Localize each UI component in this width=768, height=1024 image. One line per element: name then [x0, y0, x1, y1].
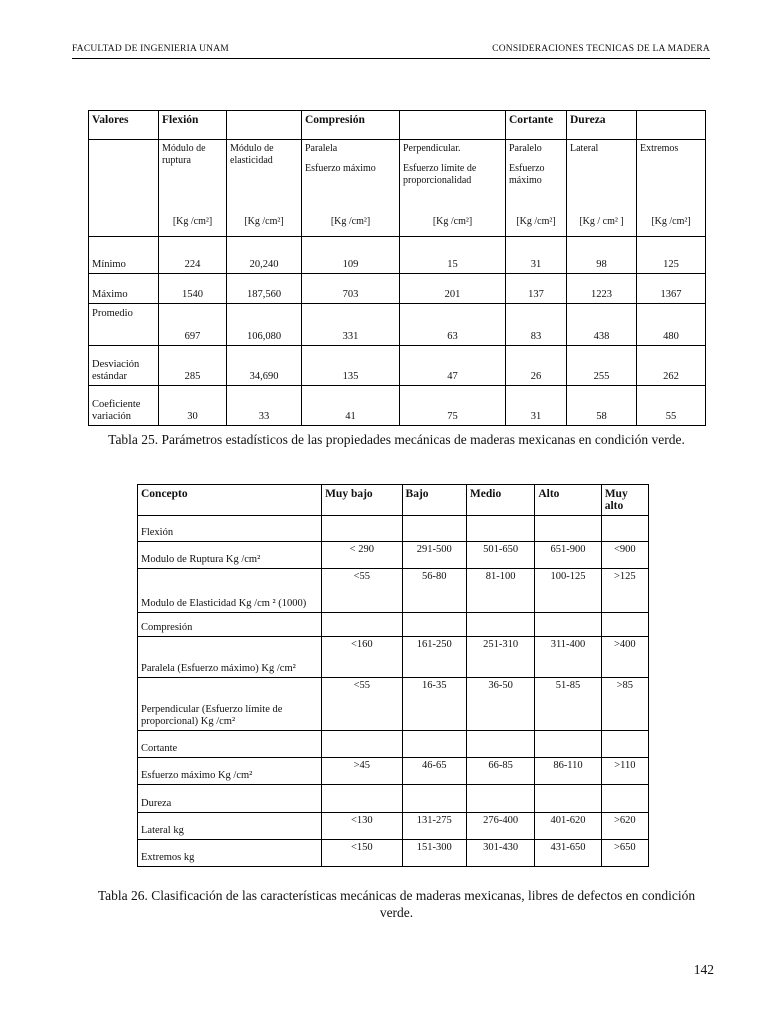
- table-row: [89, 386, 706, 426]
- section-label-compresion: Compresión: [138, 613, 322, 637]
- section-row: [138, 516, 649, 542]
- table-cell: 651-900: [535, 542, 601, 569]
- section-label-dureza: Dureza: [138, 785, 322, 813]
- table-cell: 51-85: [535, 678, 601, 731]
- table-cell: 56-80: [402, 569, 466, 613]
- table-cell: [601, 731, 648, 758]
- table-cell: 26: [506, 346, 567, 386]
- row-label: Modulo de Ruptura Kg /cm²: [138, 542, 322, 569]
- row-label: Modulo de Elasticidad Kg /cm ² (1000): [138, 569, 322, 613]
- section-label-flexion: Flexión: [138, 516, 322, 542]
- subheader-modulo-elasticidad: [227, 140, 302, 237]
- col-header-muy-alto: Muy alto: [601, 485, 648, 516]
- table-cell: 83: [506, 304, 567, 346]
- table-25: [88, 110, 706, 426]
- col-header-empty-2: [400, 111, 506, 140]
- table-row: [89, 274, 706, 304]
- table-cell: 131-275: [402, 813, 466, 840]
- col-header-valores: Valores: [89, 111, 159, 140]
- table-cell: <150: [322, 840, 402, 867]
- table-cell: 1223: [567, 274, 637, 304]
- table-cell: <130: [322, 813, 402, 840]
- table-cell: 135: [302, 346, 400, 386]
- table-cell: 151-300: [402, 840, 466, 867]
- table-row: [138, 758, 649, 785]
- subheader-blank: [89, 140, 159, 237]
- col-header-muy-bajo: Muy bajo: [322, 485, 402, 516]
- table-cell: 31: [506, 237, 567, 274]
- subheader-modulo-ruptura: [159, 140, 227, 237]
- table-cell: 161-250: [402, 637, 466, 678]
- table-cell: 20,240: [227, 237, 302, 274]
- table-cell: 262: [637, 346, 706, 386]
- unit-label: [Kg /cm²]: [651, 216, 691, 227]
- subheader-paralela: [302, 140, 400, 237]
- table-cell: [535, 785, 601, 813]
- table-cell: 285: [159, 346, 227, 386]
- table-cell: >620: [601, 813, 648, 840]
- col-header-alto: Alto: [535, 485, 601, 516]
- subheader-paralelo: [506, 140, 567, 237]
- table-cell: 703: [302, 274, 400, 304]
- subheader-text-2: Esfuerzo límite de proporcionalidad: [403, 163, 477, 186]
- section-row: [138, 785, 649, 813]
- running-header: [72, 44, 710, 59]
- row-label: Coeficiente variación: [89, 386, 159, 426]
- table-cell: 224: [159, 237, 227, 274]
- table-cell: [601, 613, 648, 637]
- section-label-cortante: Cortante: [138, 731, 322, 758]
- table-cell: [466, 613, 534, 637]
- table-cell: 501-650: [466, 542, 534, 569]
- table-cell: 86-110: [535, 758, 601, 785]
- table-cell: 16-35: [402, 678, 466, 731]
- subheader-extremos: [637, 140, 706, 237]
- table-cell: 47: [400, 346, 506, 386]
- table-cell: [466, 516, 534, 542]
- table-cell: 98: [567, 237, 637, 274]
- table-row: [138, 542, 649, 569]
- table-cell: 301-430: [466, 840, 534, 867]
- header-right: CONSIDERACIONES TECNICAS DE LA MADERA: [492, 44, 710, 54]
- row-label: Promedio: [89, 304, 159, 346]
- table-row: [89, 237, 706, 274]
- table-cell: [535, 731, 601, 758]
- row-label: Extremos kg: [138, 840, 322, 867]
- table-cell: <55: [322, 569, 402, 613]
- col-header-medio: Medio: [466, 485, 534, 516]
- table-cell: 480: [637, 304, 706, 346]
- table-cell: 109: [302, 237, 400, 274]
- table-cell: 438: [567, 304, 637, 346]
- table-cell: 251-310: [466, 637, 534, 678]
- table-cell: <160: [322, 637, 402, 678]
- table-cell: [601, 516, 648, 542]
- table-cell: <900: [601, 542, 648, 569]
- table-cell: >650: [601, 840, 648, 867]
- table-cell: 15: [400, 237, 506, 274]
- table-cell: >45: [322, 758, 402, 785]
- subheader-text-2: Esfuerzo máximo: [509, 163, 545, 186]
- section-row: [138, 731, 649, 758]
- table-cell: [402, 613, 466, 637]
- row-label: Esfuerzo máximo Kg /cm²: [138, 758, 322, 785]
- table-cell: [322, 613, 402, 637]
- col-header-empty-3: [637, 111, 706, 140]
- col-header-flexion: Flexión: [159, 111, 227, 140]
- table-cell: [535, 613, 601, 637]
- table-cell: 331: [302, 304, 400, 346]
- table-cell: 55: [637, 386, 706, 426]
- header-left: FACULTAD DE INGENIERIA UNAM: [72, 44, 229, 54]
- subheader-text: Módulo de elasticidad: [230, 143, 274, 166]
- table-row: [89, 346, 706, 386]
- table-cell: 697: [159, 304, 227, 346]
- table-cell: [466, 785, 534, 813]
- table-cell: 291-500: [402, 542, 466, 569]
- table-cell: >400: [601, 637, 648, 678]
- table-cell: 1540: [159, 274, 227, 304]
- table-cell: 106,080: [227, 304, 302, 346]
- col-header-cortante: Cortante: [506, 111, 567, 140]
- col-header-compresion: Compresión: [302, 111, 400, 140]
- table-row: [138, 678, 649, 731]
- table-cell: >85: [601, 678, 648, 731]
- table-cell: 125: [637, 237, 706, 274]
- table-cell: 36-50: [466, 678, 534, 731]
- table-cell: 311-400: [535, 637, 601, 678]
- table-cell: < 290: [322, 542, 402, 569]
- table-cell: [535, 516, 601, 542]
- table-cell: <55: [322, 678, 402, 731]
- table-row: [89, 304, 706, 346]
- table-row: [138, 840, 649, 867]
- subheader-text-2: Esfuerzo máximo: [305, 163, 376, 174]
- unit-label: [Kg /cm²]: [172, 216, 213, 227]
- row-label: Máximo: [89, 274, 159, 304]
- page-number: 142: [693, 962, 714, 977]
- table-cell: 137: [506, 274, 567, 304]
- table-cell: 66-85: [466, 758, 534, 785]
- subheader-lateral: [567, 140, 637, 237]
- table-cell: 31: [506, 386, 567, 426]
- table-25-header-row: [89, 111, 706, 140]
- unit-label: [Kg / cm² ]: [579, 216, 624, 227]
- table-26-header-row: [138, 485, 649, 516]
- subheader-text: Paralela: [305, 143, 338, 154]
- table-cell: 41: [302, 386, 400, 426]
- table-cell: 201: [400, 274, 506, 304]
- table-row: [138, 813, 649, 840]
- table-cell: 75: [400, 386, 506, 426]
- subheader-text: Extremos: [640, 143, 679, 154]
- row-label: Lateral kg: [138, 813, 322, 840]
- unit-label: [Kg /cm²]: [432, 216, 473, 227]
- table-cell: 58: [567, 386, 637, 426]
- subheader-perpendicular: [400, 140, 506, 237]
- table-cell: [601, 785, 648, 813]
- row-label: Desviación estándar: [89, 346, 159, 386]
- subheader-text: Módulo de ruptura: [162, 143, 206, 166]
- table-cell: [322, 731, 402, 758]
- table-row: [138, 637, 649, 678]
- unit-label: [Kg /cm²]: [516, 216, 556, 227]
- table-cell: 33: [227, 386, 302, 426]
- table-cell: [466, 731, 534, 758]
- col-header-empty-1: [227, 111, 302, 140]
- table-cell: 34,690: [227, 346, 302, 386]
- row-label: Mínimo: [89, 237, 159, 274]
- table-cell: 401-620: [535, 813, 601, 840]
- col-header-concepto: Concepto: [138, 485, 322, 516]
- table-cell: >110: [601, 758, 648, 785]
- table-26: [137, 484, 649, 867]
- table-cell: 30: [159, 386, 227, 426]
- table-cell: 276-400: [466, 813, 534, 840]
- row-label: Paralela (Esfuerzo máximo) Kg /cm²: [138, 637, 322, 678]
- table-cell: [322, 785, 402, 813]
- subheader-text: Lateral: [570, 143, 599, 154]
- table-25-caption: Tabla 25. Parámetros estadísticos de las propiedades mecánicas de maderas mexicanas en condición verde.: [108, 432, 685, 447]
- table-cell: 187,560: [227, 274, 302, 304]
- table-cell: [322, 516, 402, 542]
- col-header-bajo: Bajo: [402, 485, 466, 516]
- table-cell: [402, 785, 466, 813]
- subheader-text: Perpendicular.: [403, 143, 461, 154]
- table-cell: 100-125: [535, 569, 601, 613]
- subheader-text: Paralelo: [509, 143, 542, 154]
- table-cell: 46-65: [402, 758, 466, 785]
- table-row: [138, 569, 649, 613]
- table-cell: 431-650: [535, 840, 601, 867]
- table-cell: [402, 516, 466, 542]
- unit-label: [Kg /cm²]: [330, 216, 371, 227]
- table-26-caption: Tabla 26. Clasificación de las características mecánicas de maderas mexicanas, libres de defectos en condición verde.: [97, 888, 696, 920]
- section-row: [138, 613, 649, 637]
- table-cell: 1367: [637, 274, 706, 304]
- table-25-subheader-row: [89, 140, 706, 237]
- row-label: Perpendicular (Esfuerzo límite de proporcional) Kg /cm²: [138, 678, 322, 731]
- col-header-dureza: Dureza: [567, 111, 637, 140]
- table-cell: 63: [400, 304, 506, 346]
- table-cell: >125: [601, 569, 648, 613]
- table-cell: [402, 731, 466, 758]
- table-cell: 255: [567, 346, 637, 386]
- table-cell: 81-100: [466, 569, 534, 613]
- unit-label: [Kg /cm²]: [244, 216, 284, 227]
